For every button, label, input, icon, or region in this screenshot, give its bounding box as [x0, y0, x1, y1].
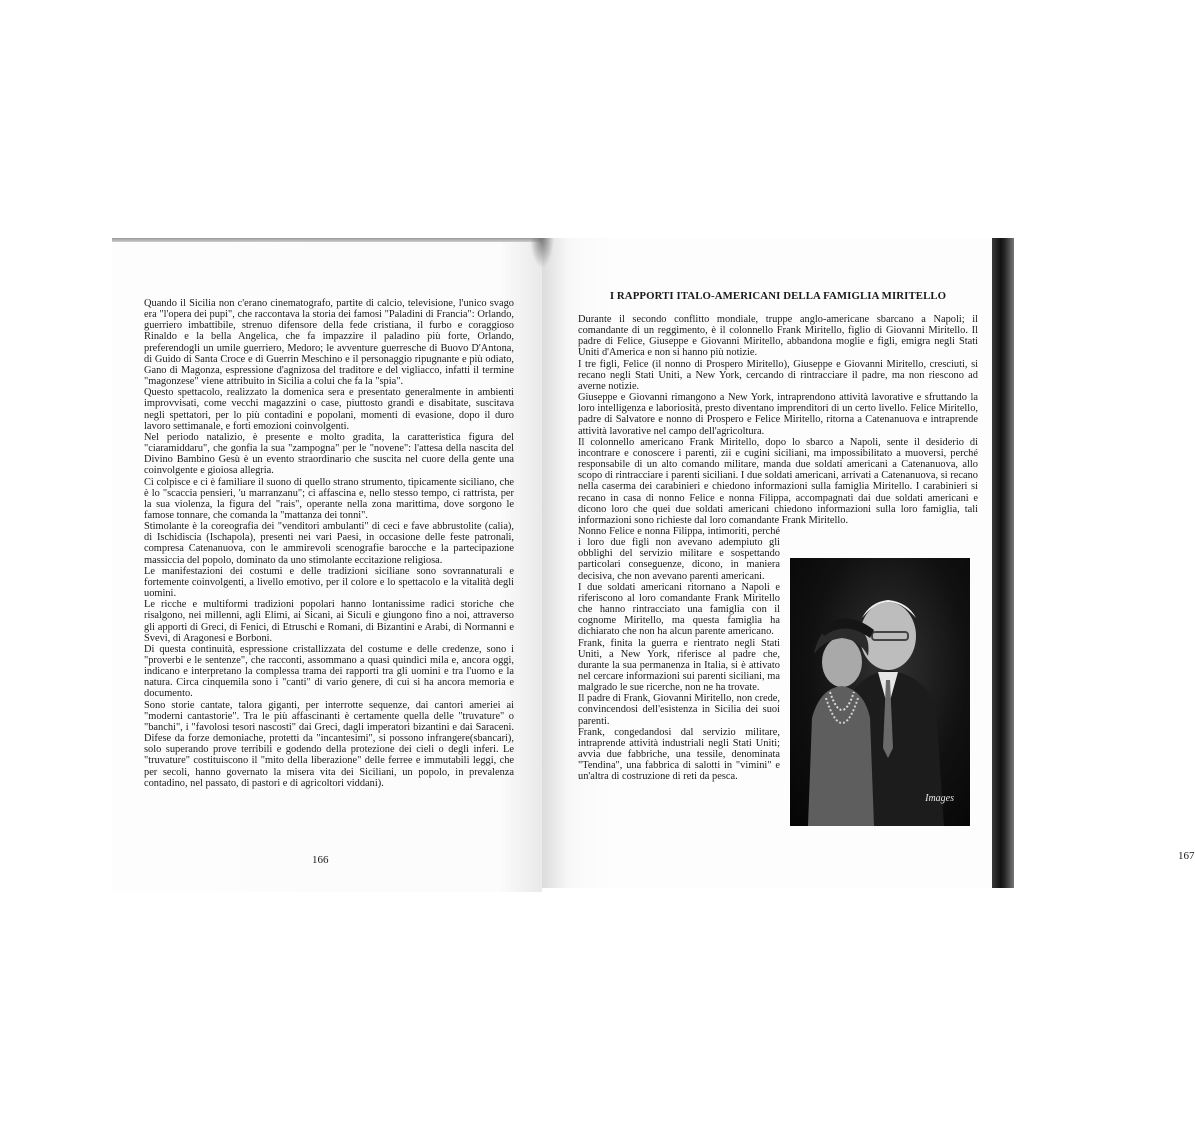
paragraph: Di questa continuità, espressione cristallizzata del costume e delle credenze, sono i "proverbi e le sentenze", che racconti, assommano a quasi quindici mila e, ancora oggi, indicano e interpretano la complessa trama dei rapporti tra gli uomini e tra l'uomo e la natura. Circa cinquemila sono i "canti" di vario genere, di cui si ha ancora memoria e documento. — [144, 643, 514, 700]
photo-caption: Images — [925, 793, 954, 804]
paragraph: Giuseppe e Giovanni rimangono a New York, intraprendono attività lavorative e sfruttando la loro intelligenza e laboriosità, presto diventano imprenditori di un certo livello. Felice Miritello, padre di Salvatore e nonno di Prospero e Felice Miritello, ritorna a Catenanuova e intraprende attività lavorative nel campo dell'agricoltura. — [578, 392, 978, 437]
paragraph: Nel periodo natalizio, è presente e molto gradita, la caratteristica figura del "ciaramiddaru", che gonfia la sua "zampogna" per le "novene": l'attesa della nascita del Divino Bambino Gesù è un evento straordinario che suscita nel cuore della gente una coinvolgente e gioiosa allegria. — [144, 431, 514, 477]
paragraph: Ci colpisce e ci è familiare il suono di quello strano strumento, tipicamente siciliano, che è lo "scaccia pensieri, 'u marranzanu"; ci affascina e, nello stesso tempo, ci rattrista, per la sua violenza, la figura del "rais", operante nella zona marittima, dove sorgono le famose tonnare, che comanda la "mattanza dei tonni". — [144, 476, 514, 521]
paragraph: Questo spettacolo, realizzato la domenica sera e presentato generalmente in ambienti improvvisati, come vecchi magazzini o case, piuttosto grandi e disabitate, suscitava negli spettatori, per lo più contadini e popolani, momenti di evasione, dopo il duro lavoro settimanale, e forti emozioni coinvolgenti. — [144, 387, 514, 432]
text-beside-photo — [578, 526, 780, 783]
page-number-right: 167 — [1178, 850, 1195, 862]
open-book — [112, 238, 1195, 890]
spine-shadow — [530, 238, 554, 268]
paragraph: Sono storie cantate, talora giganti, per interrotte sequenze, dai cantori ameriei ai "moderni cantastorie". Tra le più affascinanti è certamente quella delle "truvature" o "banchi", i "favolosi tesori nascosti" dai Greci, dagli imperatori bizantini e dai Saraceni. Difese da forze demoniache, protetti da "incantesimi", si possono infrangere(sbancari), solo superando prove terribili e godendo della protezione dei cieli o degli inferi. Le "truvature" costituiscono il "mito della liberazione" delle ferree e immutabili leggi, che per secoli, hanno governato la misera vita dei Siciliani, un popolo, in prevalenza contadino, nel passato, di pastori e di agricoltori viddani). — [144, 699, 514, 789]
paragraph: Nonno Felice e nonna Filippa, intimoriti, perché i loro due figli non avevano adempiuto gli obblighi del servizio militare e sospettando particolari conseguenze, dicono, in maniera decisiva, che non avevano parenti americani. — [578, 525, 780, 582]
paragraph: Frank, finita la guerra e rientrato negli Stati Uniti, a New York, riferisce al padre che, durante la sua permanenza in Italia, si è attivato nel cercare informazioni sui parenti siciliani, ma malgrado le sue ricerche, non ne ha trovate. — [578, 637, 780, 694]
paragraph: I due soldati americani ritornano a Napoli e riferiscono al loro comandante Frank Miritello che hanno rintracciato una famiglia con il cognome Miritello, ma questa famiglia ha dichiarato che non ha alcun parente americano. — [578, 581, 780, 638]
book-right-edge — [992, 238, 1014, 888]
couple-photo — [790, 558, 970, 826]
chapter-title: I RAPPORTI ITALO-AMERICANI DELLA FAMIGLIA MIRITELLO — [609, 290, 947, 302]
page-number-left: 166 — [312, 854, 329, 866]
paragraph: Quando il Sicilia non c'erano cinematografo, partite di calcio, televisione, l'unico svago era "l'opera dei pupi", che raccontava la storia dei famosi "Paladini di Francia": Orlando, guerriero imbattibile, strenuo difensore della fede cristiana, il furbo e coraggioso Rinaldo e la bella Angelica, che fa impazzire il paladino più forte, Orlando, preferendogli un umile guerriero, Medoro; le avventure guerresche di Buovo D'Antona, di Guido di Santa Croce e di Guerrin Meschino e il personaggio ripugnante e più odiato, Gano di Magonza, espressione d'agnizosa del traditore e del vigliacco, infatti il termine "magonzese" viene attribuito in Sicilia a colui che fa la "spia". — [144, 298, 514, 388]
paragraph: Il padre di Frank, Giovanni Miritello, non crede, convincendosi dell'esistenza in Sicilia dei suoi parenti. — [578, 693, 780, 727]
couple-photo-illustration — [790, 558, 970, 826]
paragraph: Le manifestazioni dei costumi e delle tradizioni siciliane sono sovrannaturali e fortemente coinvolgenti, a livello emotivo, per il colore e lo spettacolo e la vitalità degli uomini. — [144, 565, 514, 600]
paragraph: Il colonnello americano Frank Miritello, dopo lo sbarco a Napoli, sente il desiderio di incontrare e conoscere i parenti, zii e cugini siciliani, ma impossibilitato a muoversi, perché responsabile di un alto comando militare, manda due soldati americani a Catenanuova, allo scopo di rintracciare i parenti siciliani. I due soldati americani, arrivati a Catenanuova, si recano nella caserma dei carabinieri e chiedono informazioni sulla famiglia Miritello. I carabinieri si recano in casa di nonno Felice e nonna Filippa, accompagnati dai due soldati americani e dicono loro che quei due soldati americani chiedono informazioni sulla loro famiglia, tali informazioni sono richieste dal loro comandante Frank Miritello. — [578, 436, 978, 526]
left-page-text — [144, 298, 514, 789]
paragraph: Frank, congedandosi dal servizio militare, intraprende attività industriali negli Stati Uniti; avvia due fabbriche, una tessile, denominata "Tendina", una fabbrica di salotti in "vimini" e un'altra di costruzione di reti da pesca. — [578, 726, 780, 783]
paragraph: Le ricche e multiformi tradizioni popolari hanno lontanissime radici storiche che risalgono, nei millenni, agli Elimi, ai Sicani, ai Siculi e giungono fino a noi, attraverso gli apporti di Greci, di Fenici, di Etruschi e Romani, di Bizantini e Arabi, di Normanni e Svevi, di Aragonesi e Borboni. — [144, 599, 514, 644]
paragraph: Stimolante è la coreografia dei "venditori ambulanti" di ceci e fave abbrustolite (calia), di Ischidiscia (Ischapola), presenti nei vari Paesi, in occasione delle feste patronali, compresa Catenanuova, con le ammirevoli scenografie barocche e la partecipazione massiccia del popolo, dominato da uno stimolante eccitazione religiosa. — [144, 521, 514, 566]
paragraph: I tre figli, Felice (il nonno di Prospero Miritello), Giuseppe e Giovanni Miritello, cresciuti, si recano negli Stati Uniti, a New York, cercando di rintracciare il padre, ma non riescono ad averne notizie. — [578, 358, 978, 392]
left-page — [112, 242, 542, 892]
paragraph: Durante il secondo conflitto mondiale, truppe anglo-americane sbarcano a Napoli; il comandante di un reggimento, è il colonnello Frank Miritello, figlio di Giovanni Miritello. Il padre di Felice, Giuseppe e Giovanni Miritello, abbandona moglie e figli, emigra negli Stati Uniti d'America e non si hanno più notizie. — [578, 314, 978, 359]
